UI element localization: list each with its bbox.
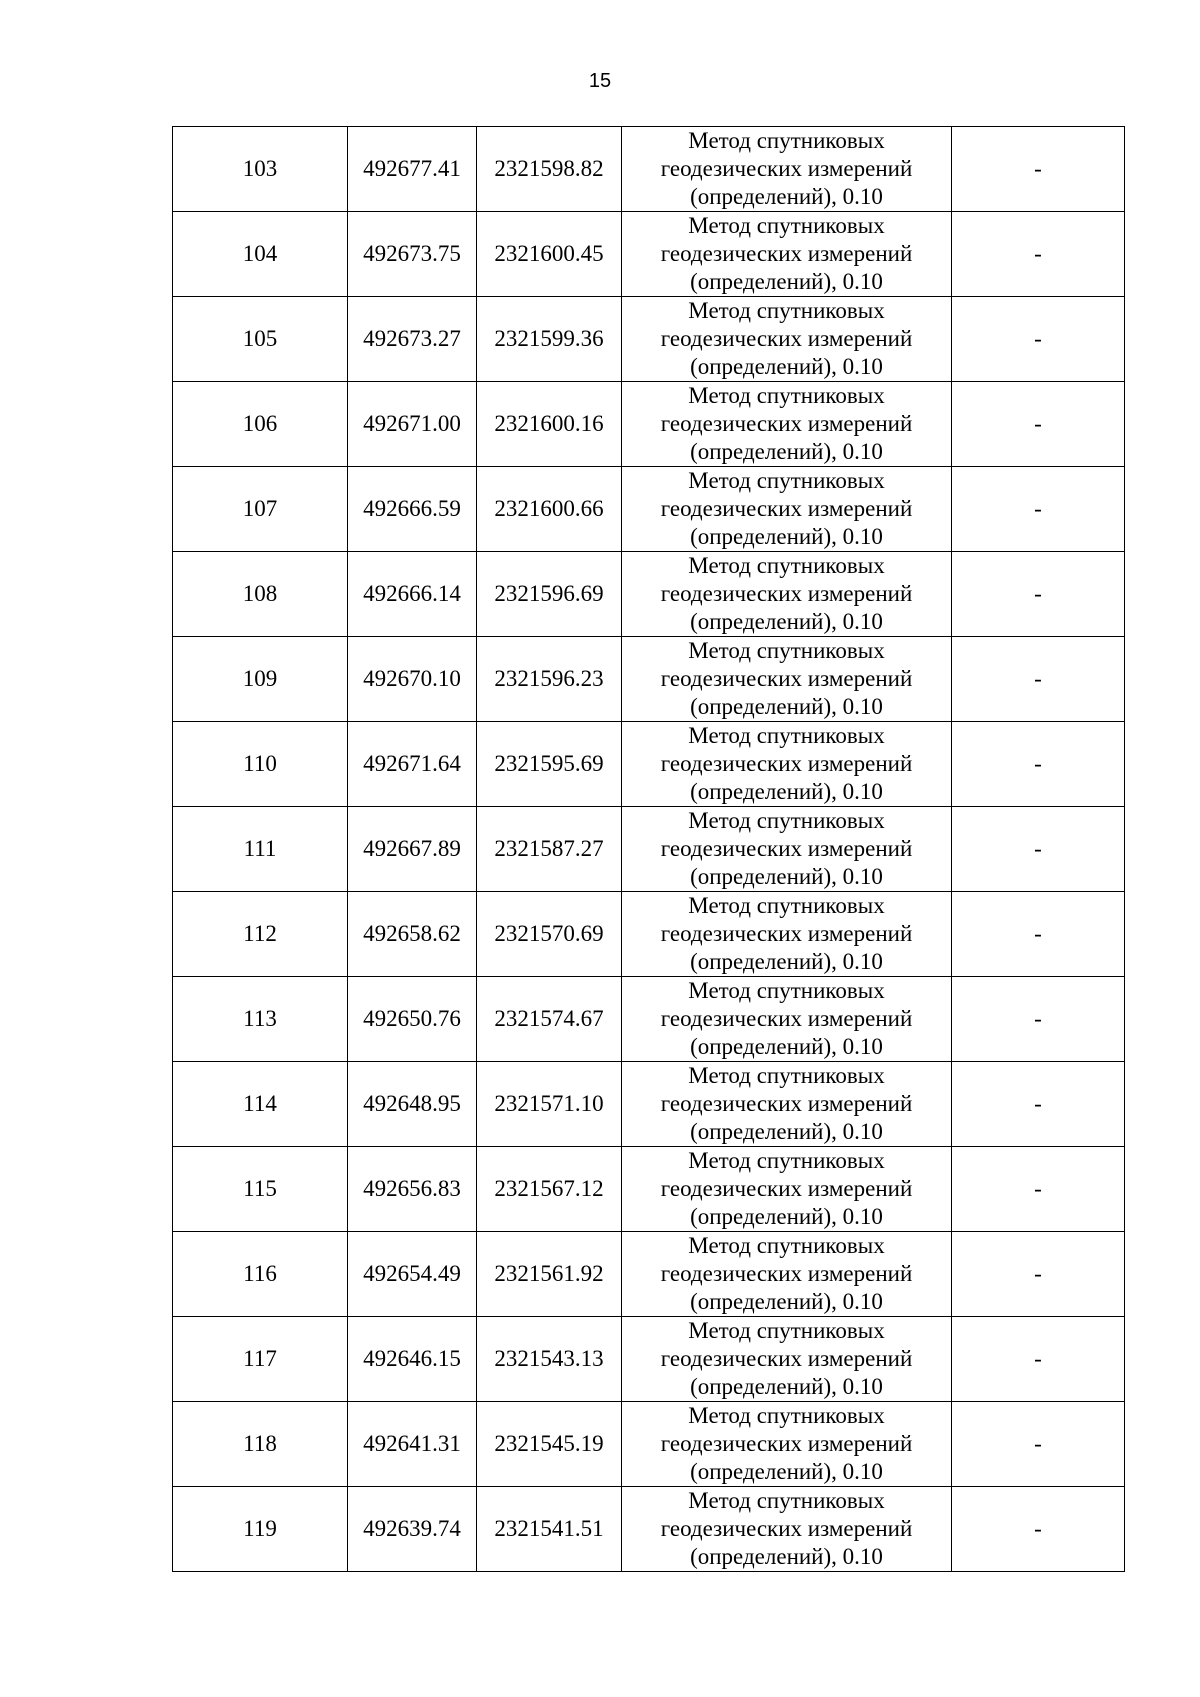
method-cell bbox=[622, 1487, 952, 1572]
method-cell bbox=[622, 1317, 952, 1402]
method-line: Метод спутниковых bbox=[688, 1488, 885, 1513]
method-line: геодезических измерений bbox=[660, 666, 913, 691]
table-row bbox=[173, 1232, 1125, 1317]
method-cell bbox=[622, 892, 952, 977]
x-coordinate-cell: 492671.64 bbox=[348, 722, 477, 807]
description-cell: - bbox=[952, 1317, 1125, 1402]
method-line: геодезических измерений bbox=[660, 1431, 913, 1456]
table-row bbox=[173, 722, 1125, 807]
coordinates-table-body bbox=[173, 127, 1125, 1572]
x-coordinate-cell: 492658.62 bbox=[348, 892, 477, 977]
point-number-cell: 113 bbox=[173, 977, 348, 1062]
method-line: (определений), 0.10 bbox=[690, 779, 883, 804]
table-row bbox=[173, 127, 1125, 212]
description-cell: - bbox=[952, 807, 1125, 892]
description-cell: - bbox=[952, 382, 1125, 467]
method-line: (определений), 0.10 bbox=[690, 609, 883, 634]
y-coordinate-cell: 2321571.10 bbox=[477, 1062, 622, 1147]
method-line: (определений), 0.10 bbox=[690, 524, 883, 549]
method-line: Метод спутниковых bbox=[688, 808, 885, 833]
point-number-cell: 119 bbox=[173, 1487, 348, 1572]
x-coordinate-cell: 492656.83 bbox=[348, 1147, 477, 1232]
point-number-cell: 116 bbox=[173, 1232, 348, 1317]
x-coordinate-cell: 492673.27 bbox=[348, 297, 477, 382]
y-coordinate-cell: 2321596.23 bbox=[477, 637, 622, 722]
x-coordinate-cell: 492666.14 bbox=[348, 552, 477, 637]
y-coordinate-cell: 2321600.66 bbox=[477, 467, 622, 552]
x-coordinate-cell: 492646.15 bbox=[348, 1317, 477, 1402]
y-coordinate-cell: 2321567.12 bbox=[477, 1147, 622, 1232]
method-line: Метод спутниковых bbox=[688, 893, 885, 918]
coordinates-table bbox=[172, 126, 1125, 1572]
table-row bbox=[173, 382, 1125, 467]
description-cell: - bbox=[952, 297, 1125, 382]
x-coordinate-cell: 492641.31 bbox=[348, 1402, 477, 1487]
point-number-cell: 114 bbox=[173, 1062, 348, 1147]
table-row bbox=[173, 892, 1125, 977]
table-row bbox=[173, 1062, 1125, 1147]
method-line: (определений), 0.10 bbox=[690, 949, 883, 974]
point-number-cell: 109 bbox=[173, 637, 348, 722]
method-cell bbox=[622, 382, 952, 467]
description-cell: - bbox=[952, 1487, 1125, 1572]
method-line: (определений), 0.10 bbox=[690, 354, 883, 379]
x-coordinate-cell: 492671.00 bbox=[348, 382, 477, 467]
description-cell: - bbox=[952, 1232, 1125, 1317]
method-cell bbox=[622, 1402, 952, 1487]
y-coordinate-cell: 2321596.69 bbox=[477, 552, 622, 637]
method-line: (определений), 0.10 bbox=[690, 1034, 883, 1059]
point-number-cell: 104 bbox=[173, 212, 348, 297]
method-line: Метод спутниковых bbox=[688, 128, 885, 153]
description-cell: - bbox=[952, 637, 1125, 722]
method-line: Метод спутниковых bbox=[688, 1403, 885, 1428]
method-line: геодезических измерений bbox=[660, 156, 913, 181]
x-coordinate-cell: 492666.59 bbox=[348, 467, 477, 552]
table-row bbox=[173, 977, 1125, 1062]
y-coordinate-cell: 2321561.92 bbox=[477, 1232, 622, 1317]
x-coordinate-cell: 492670.10 bbox=[348, 637, 477, 722]
point-number-cell: 117 bbox=[173, 1317, 348, 1402]
x-coordinate-cell: 492667.89 bbox=[348, 807, 477, 892]
point-number-cell: 111 bbox=[173, 807, 348, 892]
y-coordinate-cell: 2321600.45 bbox=[477, 212, 622, 297]
method-line: геодезических измерений bbox=[660, 1516, 913, 1541]
point-number-cell: 112 bbox=[173, 892, 348, 977]
description-cell: - bbox=[952, 1402, 1125, 1487]
method-line: (определений), 0.10 bbox=[690, 439, 883, 464]
x-coordinate-cell: 492648.95 bbox=[348, 1062, 477, 1147]
method-cell bbox=[622, 212, 952, 297]
method-line: Метод спутниковых bbox=[688, 723, 885, 748]
method-line: Метод спутниковых bbox=[688, 638, 885, 663]
table-row bbox=[173, 637, 1125, 722]
description-cell: - bbox=[952, 977, 1125, 1062]
description-cell: - bbox=[952, 127, 1125, 212]
method-line: геодезических измерений bbox=[660, 1091, 913, 1116]
method-line: (определений), 0.10 bbox=[690, 1374, 883, 1399]
method-cell bbox=[622, 127, 952, 212]
y-coordinate-cell: 2321587.27 bbox=[477, 807, 622, 892]
method-line: Метод спутниковых bbox=[688, 553, 885, 578]
method-line: (определений), 0.10 bbox=[690, 1544, 883, 1569]
table-row bbox=[173, 467, 1125, 552]
method-line: Метод спутниковых bbox=[688, 978, 885, 1003]
method-line: Метод спутниковых bbox=[688, 298, 885, 323]
table-row bbox=[173, 297, 1125, 382]
y-coordinate-cell: 2321595.69 bbox=[477, 722, 622, 807]
method-line: геодезических измерений bbox=[660, 1346, 913, 1371]
point-number-cell: 115 bbox=[173, 1147, 348, 1232]
y-coordinate-cell: 2321600.16 bbox=[477, 382, 622, 467]
method-cell bbox=[622, 552, 952, 637]
method-cell bbox=[622, 807, 952, 892]
point-number-cell: 108 bbox=[173, 552, 348, 637]
method-line: геодезических измерений bbox=[660, 1006, 913, 1031]
description-cell: - bbox=[952, 467, 1125, 552]
method-line: геодезических измерений bbox=[660, 581, 913, 606]
method-cell bbox=[622, 297, 952, 382]
method-line: Метод спутниковых bbox=[688, 383, 885, 408]
method-line: (определений), 0.10 bbox=[690, 1459, 883, 1484]
point-number-cell: 110 bbox=[173, 722, 348, 807]
method-cell bbox=[622, 467, 952, 552]
table-row bbox=[173, 1487, 1125, 1572]
x-coordinate-cell: 492677.41 bbox=[348, 127, 477, 212]
method-line: Метод спутниковых bbox=[688, 468, 885, 493]
y-coordinate-cell: 2321598.82 bbox=[477, 127, 622, 212]
method-cell bbox=[622, 637, 952, 722]
table-row bbox=[173, 212, 1125, 297]
method-line: Метод спутниковых bbox=[688, 213, 885, 238]
method-cell bbox=[622, 722, 952, 807]
point-number-cell: 103 bbox=[173, 127, 348, 212]
method-line: (определений), 0.10 bbox=[690, 694, 883, 719]
description-cell: - bbox=[952, 892, 1125, 977]
point-number-cell: 118 bbox=[173, 1402, 348, 1487]
y-coordinate-cell: 2321599.36 bbox=[477, 297, 622, 382]
description-cell: - bbox=[952, 552, 1125, 637]
method-line: геодезических измерений bbox=[660, 1261, 913, 1286]
x-coordinate-cell: 492654.49 bbox=[348, 1232, 477, 1317]
y-coordinate-cell: 2321570.69 bbox=[477, 892, 622, 977]
method-line: (определений), 0.10 bbox=[690, 269, 883, 294]
method-line: геодезических измерений bbox=[660, 496, 913, 521]
method-line: геодезических измерений bbox=[660, 411, 913, 436]
x-coordinate-cell: 492673.75 bbox=[348, 212, 477, 297]
method-line: Метод спутниковых bbox=[688, 1063, 885, 1088]
description-cell: - bbox=[952, 1062, 1125, 1147]
method-cell bbox=[622, 977, 952, 1062]
method-line: геодезических измерений bbox=[660, 751, 913, 776]
description-cell: - bbox=[952, 212, 1125, 297]
method-line: Метод спутниковых bbox=[688, 1148, 885, 1173]
table-row bbox=[173, 1402, 1125, 1487]
method-line: (определений), 0.10 bbox=[690, 1204, 883, 1229]
point-number-cell: 106 bbox=[173, 382, 348, 467]
table-row bbox=[173, 1317, 1125, 1402]
page-number: 15 bbox=[588, 70, 612, 92]
x-coordinate-cell: 492639.74 bbox=[348, 1487, 477, 1572]
method-line: (определений), 0.10 bbox=[690, 864, 883, 889]
method-line: Метод спутниковых bbox=[688, 1318, 885, 1343]
table-row bbox=[173, 1147, 1125, 1232]
method-cell bbox=[622, 1147, 952, 1232]
y-coordinate-cell: 2321543.13 bbox=[477, 1317, 622, 1402]
method-line: геодезических измерений bbox=[660, 921, 913, 946]
point-number-cell: 107 bbox=[173, 467, 348, 552]
method-line: (определений), 0.10 bbox=[690, 184, 883, 209]
description-cell: - bbox=[952, 1147, 1125, 1232]
table-row bbox=[173, 807, 1125, 892]
method-cell bbox=[622, 1232, 952, 1317]
y-coordinate-cell: 2321545.19 bbox=[477, 1402, 622, 1487]
point-number-cell: 105 bbox=[173, 297, 348, 382]
method-line: (определений), 0.10 bbox=[690, 1119, 883, 1144]
method-cell bbox=[622, 1062, 952, 1147]
method-line: геодезических измерений bbox=[660, 836, 913, 861]
y-coordinate-cell: 2321574.67 bbox=[477, 977, 622, 1062]
method-line: геодезических измерений bbox=[660, 241, 913, 266]
method-line: геодезических измерений bbox=[660, 326, 913, 351]
description-cell: - bbox=[952, 722, 1125, 807]
x-coordinate-cell: 492650.76 bbox=[348, 977, 477, 1062]
method-line: Метод спутниковых bbox=[688, 1233, 885, 1258]
method-line: геодезических измерений bbox=[660, 1176, 913, 1201]
table-row bbox=[173, 552, 1125, 637]
method-line: (определений), 0.10 bbox=[690, 1289, 883, 1314]
y-coordinate-cell: 2321541.51 bbox=[477, 1487, 622, 1572]
